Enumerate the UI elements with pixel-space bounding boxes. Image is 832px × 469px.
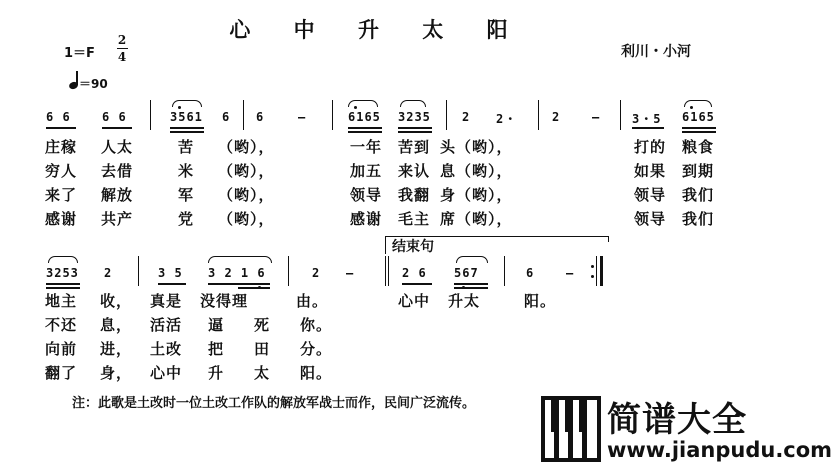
note-group: — (566, 266, 575, 280)
lyric: 米 (178, 162, 195, 180)
lyric-line-7 (0, 338, 755, 358)
lyric: 升 (208, 364, 225, 382)
lyric: 毛主 (398, 210, 431, 228)
watermark-logo (535, 392, 832, 469)
lyric: 我们 (682, 210, 715, 228)
time-signature-top: 2 (117, 33, 127, 47)
beam-underline (158, 283, 186, 285)
final-barline-thin (596, 256, 597, 286)
lyric: 由。 (296, 292, 329, 310)
beam-underline (170, 131, 204, 133)
note-group: 6 (256, 110, 265, 124)
note-group: 2 (104, 266, 113, 280)
note-group: — (298, 110, 307, 124)
lyric: 阳。 (300, 364, 333, 382)
lyric-line-2 (0, 160, 755, 180)
note-group: 2 (552, 110, 561, 124)
final-barline-thick (600, 256, 603, 286)
slur (684, 100, 712, 107)
note-group: 3 5 (158, 266, 183, 280)
beam-underline (46, 127, 76, 129)
time-signature-divider (117, 48, 128, 49)
lyric: 身， (100, 364, 133, 382)
ending-bracket-left (385, 236, 386, 254)
key-signature: 1＝F (64, 46, 95, 61)
note-group: — (592, 110, 601, 124)
lyric: 人太 (101, 138, 134, 156)
lyric: 翻了 (45, 364, 78, 382)
barline (332, 100, 333, 130)
lyric: 军 (178, 186, 195, 204)
note-group: 3253 (46, 266, 79, 280)
barline (538, 100, 539, 130)
quarter-note-icon (68, 81, 79, 91)
lyric: 逼 (208, 316, 225, 334)
lyric-line-1 (0, 136, 755, 156)
note-group: 6 6 (102, 110, 127, 124)
lyric: 你。 (300, 316, 333, 334)
beam-underline (170, 127, 204, 129)
lyric: 来认 (398, 162, 431, 180)
note-group: 6 (222, 110, 231, 124)
lyric: （哟）， (218, 138, 275, 156)
lyric: 领导 (634, 186, 667, 204)
lyric: 庄稼 (45, 138, 78, 156)
slur (172, 100, 202, 107)
lyric: 息， (100, 316, 133, 334)
note-group: 2・ (496, 112, 518, 126)
barline (288, 256, 289, 286)
lyric-line-5 (0, 290, 755, 310)
repeat-dot (591, 265, 594, 268)
lyric: 不还 (45, 316, 78, 334)
lyric: （哟）， (218, 162, 275, 180)
lyric: 分。 (300, 340, 333, 358)
time-signature-bottom: 4 (117, 50, 127, 64)
lyric: 我们 (682, 186, 715, 204)
lyric: 来了 (45, 186, 78, 204)
beam-underline (398, 127, 432, 129)
ending-label: 结束句 (392, 239, 434, 255)
lyric: 苦到 (398, 138, 431, 156)
lyric: 领导 (350, 186, 383, 204)
lyric: 头（哟）， (440, 138, 513, 156)
beam-underline (682, 127, 716, 129)
barline (620, 100, 621, 130)
lyric-line-4 (0, 208, 755, 228)
lyric: 到期 (682, 162, 715, 180)
barline (150, 100, 151, 130)
repeat-dot (591, 275, 594, 278)
song-title: 心 中 升 太 阳 (229, 18, 526, 42)
lyric-line-6 (0, 314, 755, 334)
lyric: 身（哟）， (440, 186, 513, 204)
slur (456, 256, 488, 263)
lyric: 息（哟）， (440, 162, 513, 180)
lyric: 土改 (150, 340, 183, 358)
lyric: 太 (254, 364, 271, 382)
piano-keys-icon (541, 396, 601, 462)
note-group: 6165 (348, 110, 381, 124)
lyric: 解放 (101, 186, 134, 204)
note-group: — (346, 266, 355, 280)
slur (48, 256, 78, 263)
lyric: 心中 (150, 364, 183, 382)
beam-underline (454, 287, 488, 289)
lyric: 阳。 (524, 292, 557, 310)
lyric: 领导 (634, 210, 667, 228)
lyric: 粮食 (682, 138, 715, 156)
lyric: 感谢 (350, 210, 383, 228)
slur (348, 100, 378, 107)
lyric-line-8 (0, 362, 755, 382)
lyric: 收， (100, 292, 133, 310)
song-source: 利川・小河 (621, 44, 691, 60)
lyric: （哟）， (218, 186, 275, 204)
beam-underline (46, 287, 80, 289)
lyric-line-3 (0, 184, 755, 204)
octave-dot (178, 106, 181, 109)
lyric: 死 (254, 316, 271, 334)
slur (208, 256, 272, 263)
note-group: 567 (454, 266, 479, 280)
lyric: 进， (100, 340, 133, 358)
note-group: 6 (526, 266, 535, 280)
note-group: 3235 (398, 110, 431, 124)
barline (243, 100, 244, 130)
note-group: 3 2 1 6 (208, 266, 266, 280)
beam-underline (454, 283, 488, 285)
lyric: 没得理 (200, 292, 249, 310)
lyric: 升太 (448, 292, 481, 310)
footnote: 注：此歌是土改时一位土改工作队的解放军战士而作，民间广泛流传。 (72, 396, 476, 411)
lyric: 我翻 (398, 186, 431, 204)
note-group: 2 (462, 110, 471, 124)
barline (446, 100, 447, 130)
beam-underline (102, 127, 132, 129)
lyric: 加五 (350, 162, 383, 180)
lyric: 穷人 (45, 162, 78, 180)
lyric: 心中 (398, 292, 431, 310)
lyric: 把 (208, 340, 225, 358)
slur (400, 100, 426, 107)
octave-dot (354, 106, 357, 109)
lyric: 活活 (150, 316, 183, 334)
beam-underline (348, 131, 382, 133)
lyric: 向前 (45, 340, 78, 358)
lyric: 感谢 (45, 210, 78, 228)
lyric: 如果 (634, 162, 667, 180)
tempo-marking: ＝90 (79, 77, 108, 91)
beam-underline (402, 283, 432, 285)
staff-2-notes (0, 266, 755, 286)
beam-underline (348, 127, 382, 129)
barline (138, 256, 139, 286)
lyric: 共产 (101, 210, 134, 228)
beam-underline (238, 287, 270, 289)
barline (504, 256, 505, 286)
watermark-brand: 简谱大全 (607, 400, 747, 440)
lyric: 席（哟）， (440, 210, 513, 228)
beam-underline (46, 283, 80, 285)
note-group: 3・5 (632, 112, 662, 126)
lyric: 真是 (150, 292, 183, 310)
lyric: 一年 (350, 138, 383, 156)
barline (385, 256, 386, 286)
note-group: 3561 (170, 110, 203, 124)
lyric: 去借 (101, 162, 134, 180)
beam-underline (208, 283, 270, 285)
lyric: （哟）， (218, 210, 275, 228)
beam-underline (632, 127, 664, 129)
beam-underline (398, 131, 432, 133)
lyric: 党 (178, 210, 195, 228)
note-group: 2 6 (402, 266, 427, 280)
beam-underline (682, 131, 716, 133)
lyric: 打的 (634, 138, 667, 156)
note-group: 6165 (682, 110, 715, 124)
lyric: 地主 (45, 292, 78, 310)
note-group: 6 6 (46, 110, 71, 124)
ending-bracket-right (608, 236, 609, 242)
note-group: 2 (312, 266, 321, 280)
octave-dot (690, 106, 693, 109)
lyric: 苦 (178, 138, 195, 156)
barline (388, 256, 389, 286)
lyric: 田 (254, 340, 271, 358)
watermark-url: www.jianpudu.com (607, 438, 832, 462)
